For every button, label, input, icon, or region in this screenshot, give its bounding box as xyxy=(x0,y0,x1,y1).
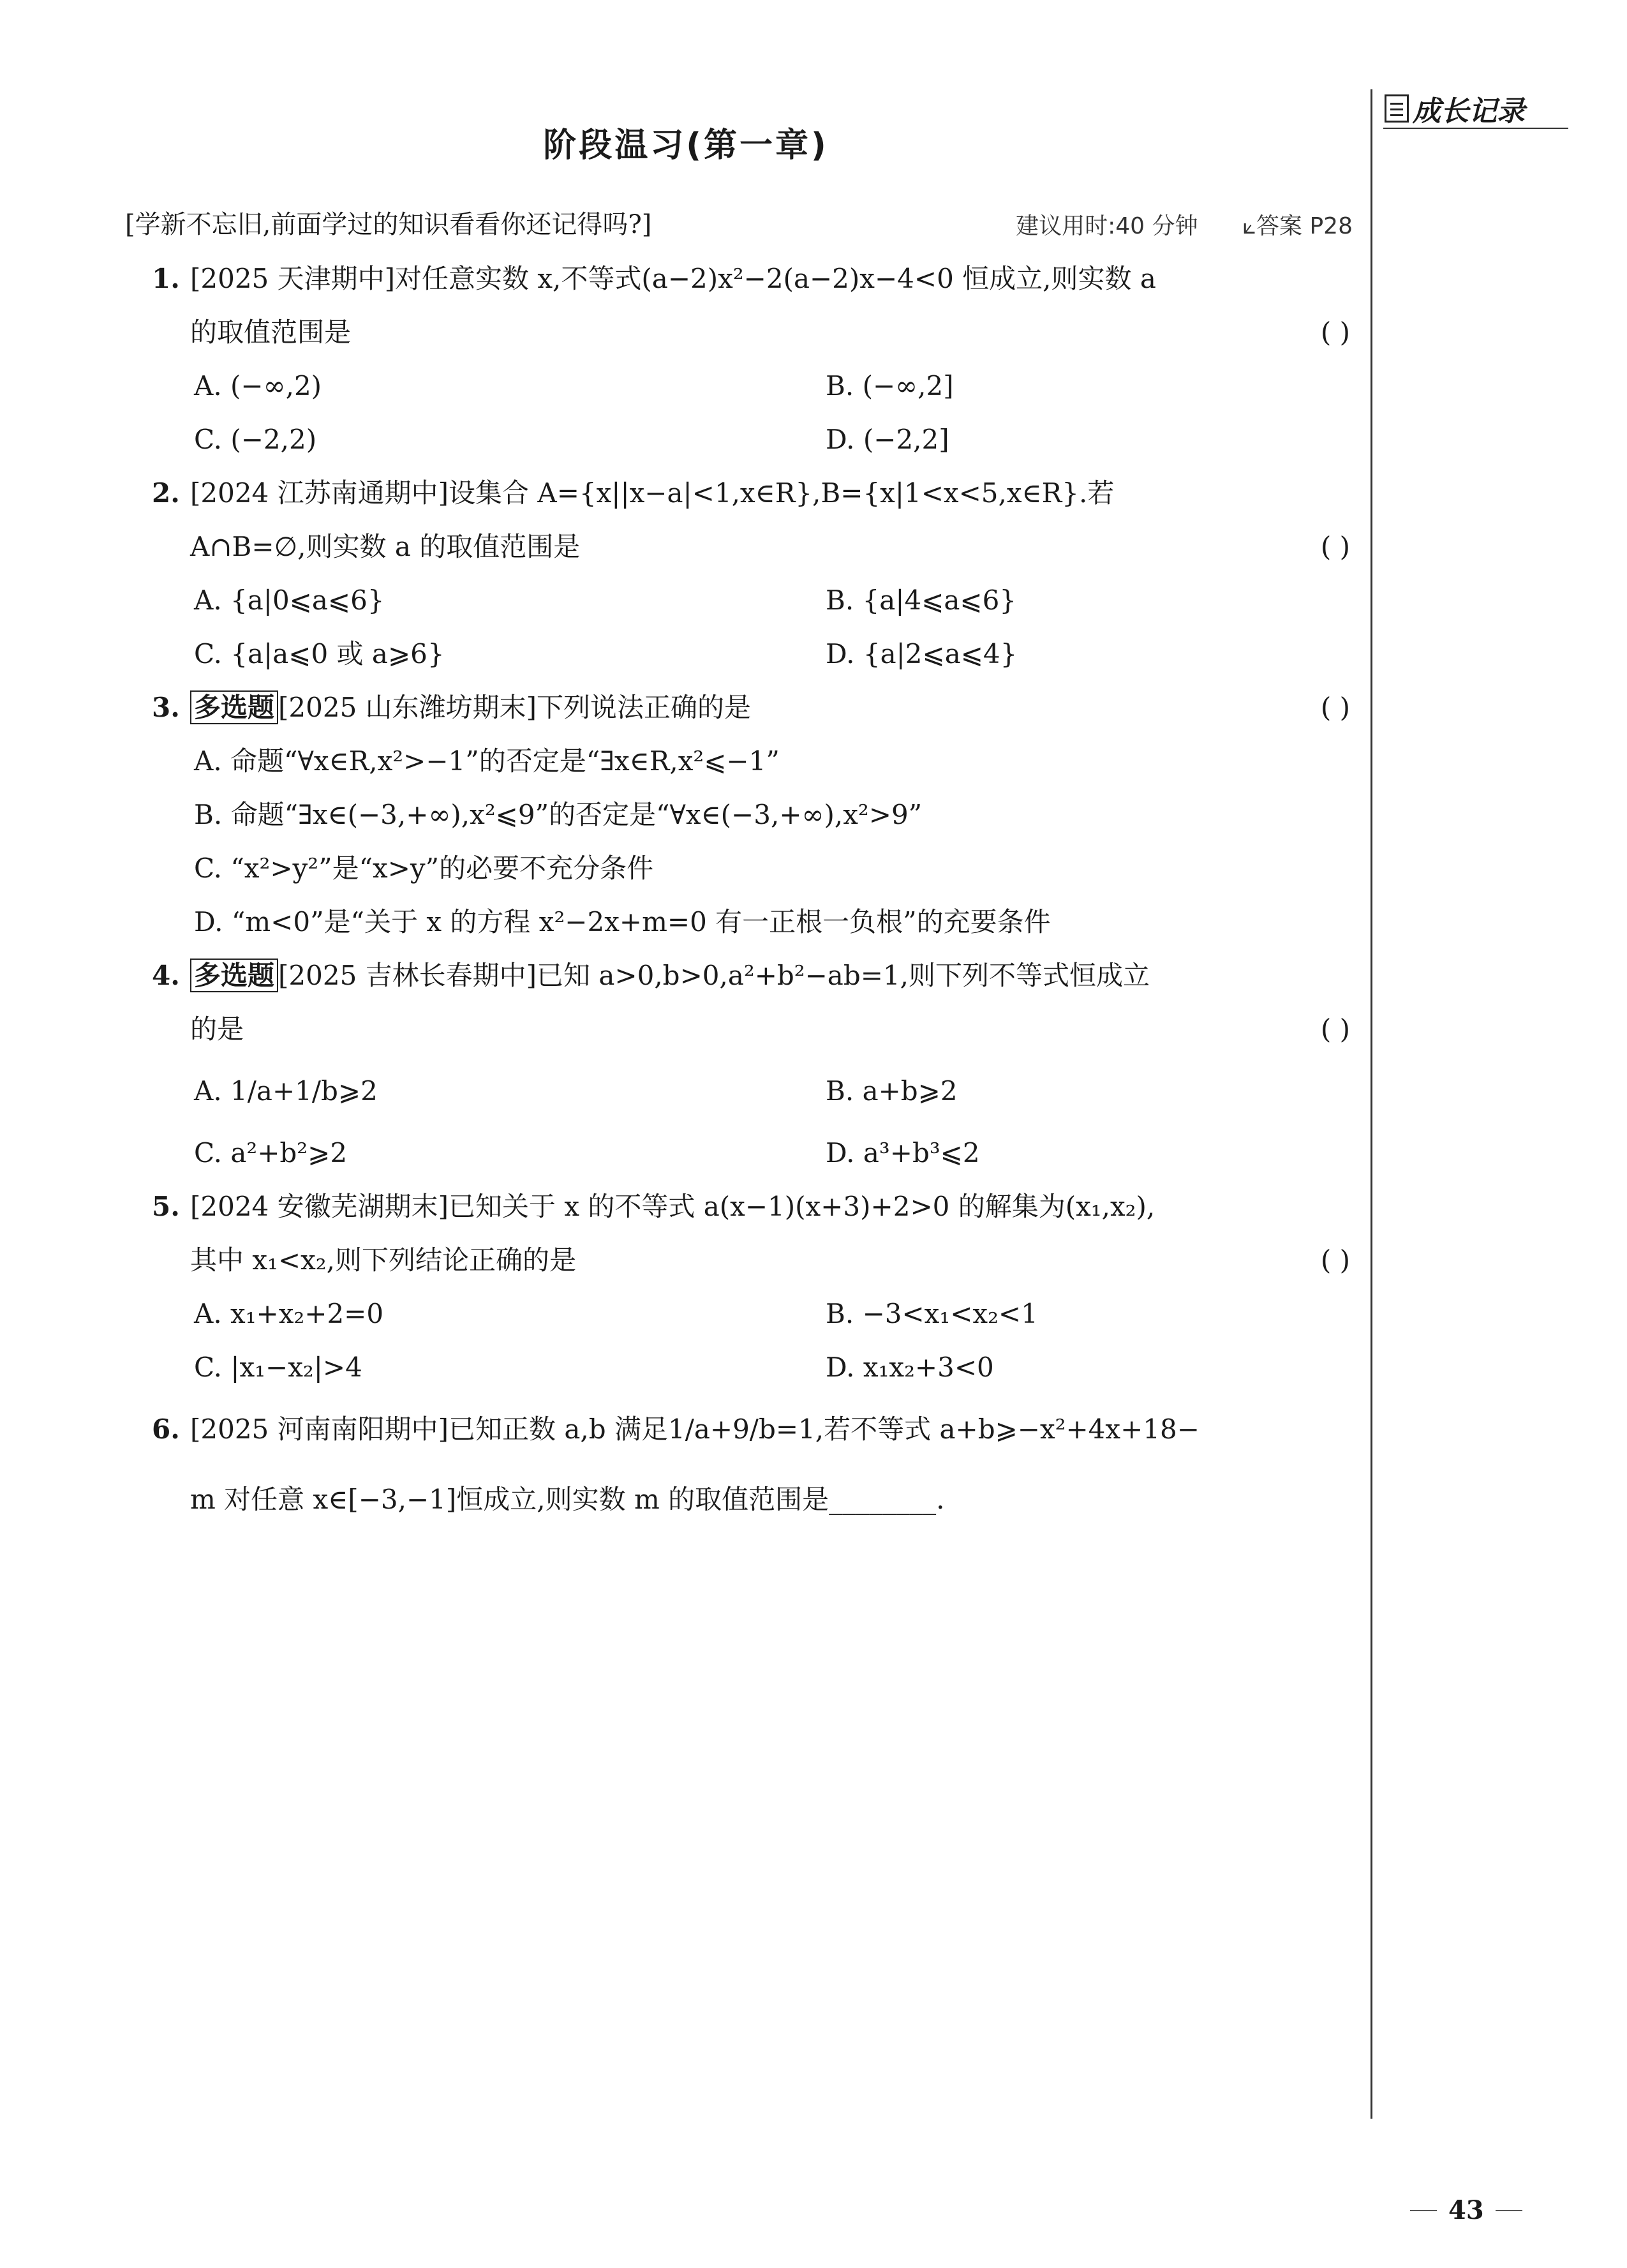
divider xyxy=(1496,2210,1522,2211)
question-5 xyxy=(125,1180,1369,1394)
answer-parentheses[interactable]: ( ) xyxy=(1320,531,1350,562)
option-b[interactable]: B. a+b⩾2 xyxy=(826,1075,958,1107)
answer-parentheses[interactable]: ( ) xyxy=(1320,1013,1350,1045)
option-a[interactable]: A. {a|0⩽a⩽6} xyxy=(194,585,385,616)
question-6 xyxy=(125,1394,1369,1535)
option-d[interactable]: D. (−2,2] xyxy=(826,424,949,455)
question-stem-line: [2025 山东潍坊期末]下列说法正确的是 xyxy=(278,692,752,723)
page-title: 阶段温习(第一章) xyxy=(543,126,829,165)
question-stem-line: [2025 吉林长春期中]已知 a>0,b>0,a²+b²−ab=1,则下列不等式恒成立 xyxy=(278,960,1150,991)
suggested-time: 建议用时:40 分钟 xyxy=(1016,213,1198,239)
option-d[interactable]: D. a³+b³⩽2 xyxy=(826,1137,980,1168)
question-stem-line: 的取值范围是 xyxy=(190,317,352,348)
option-b[interactable]: B. −3<x₁<x₂<1 xyxy=(826,1298,1038,1329)
option-a[interactable]: A. 命题“∀x∈R,x²>−1”的否定是“∃x∈R,x²⩽−1” xyxy=(194,745,780,777)
question-number: 5. xyxy=(152,1191,180,1222)
question-stem-line: 的是 xyxy=(190,1013,244,1045)
question-list xyxy=(125,252,1369,1535)
question-stem-line: [2024 江苏南通期中]设集合 A={x||x−a|<1,x∈R},B={x|1<x<5,x∈R}.若 xyxy=(190,477,1115,509)
answer-parentheses[interactable]: ( ) xyxy=(1320,317,1350,348)
page-number xyxy=(1410,2195,1522,2225)
question-number: 6. xyxy=(152,1414,180,1445)
logo-text: 成长记录 xyxy=(1413,95,1525,128)
question-number: 3. xyxy=(152,692,180,723)
option-c[interactable]: C. a²+b²⩾2 xyxy=(194,1137,348,1168)
answer-parentheses[interactable]: ( ) xyxy=(1320,1244,1350,1276)
multi-choice-tag: 多选题 xyxy=(190,959,278,992)
question-stem-line: [2024 安徽芜湖期末]已知关于 x 的不等式 a(x−1)(x+3)+2>0 的解集为(x₁,x₂), xyxy=(190,1191,1155,1222)
option-b[interactable]: B. {a|4⩽a⩽6} xyxy=(826,585,1017,616)
option-c[interactable]: C. (−2,2) xyxy=(194,424,317,455)
option-c[interactable]: C. “x²>y²”是“x>y”的必要不充分条件 xyxy=(194,853,654,884)
option-d[interactable]: D. “m<0”是“关于 x 的方程 x²−2x+m=0 有一正根一负根”的充要条件 xyxy=(194,906,1051,937)
option-a[interactable]: A. x₁+x₂+2=0 xyxy=(194,1298,384,1329)
option-d[interactable]: D. x₁x₂+3<0 xyxy=(826,1352,994,1383)
option-b[interactable]: B. (−∞,2] xyxy=(826,370,954,401)
option-d[interactable]: D. {a|2⩽a⩽4} xyxy=(826,638,1018,669)
question-number: 1. xyxy=(152,263,180,294)
notebook-pen-icon xyxy=(1385,94,1409,123)
logo-underline xyxy=(1383,128,1568,129)
meta-info xyxy=(1016,208,1353,241)
option-b[interactable]: B. 命题“∃x∈(−3,+∞),x²⩽9”的否定是“∀x∈(−3,+∞),x²>9” xyxy=(194,799,923,830)
question-number: 4. xyxy=(152,960,180,991)
question-stem-line: 其中 x₁<x₂,则下列结论正确的是 xyxy=(190,1244,576,1276)
option-a[interactable]: A. 1/a+1/b⩾2 xyxy=(194,1075,378,1107)
growth-record-logo xyxy=(1385,88,1525,129)
question-1 xyxy=(125,252,1369,466)
option-a[interactable]: A. (−∞,2) xyxy=(194,370,322,401)
question-2 xyxy=(125,466,1369,681)
answer-parentheses[interactable]: ( ) xyxy=(1320,692,1350,723)
question-stem-line: [2025 天津期中]对任意实数 x,不等式(a−2)x²−2(a−2)x−4<0 恒成立,则实数 a xyxy=(190,263,1156,294)
divider xyxy=(1410,2210,1437,2211)
intro-text: [学新不忘旧,前面学过的知识看看你还记得吗?] xyxy=(125,210,652,239)
multi-choice-tag: 多选题 xyxy=(190,690,278,724)
margin-divider xyxy=(1371,89,1372,2119)
question-4 xyxy=(125,949,1369,1180)
question-stem-line: [2025 河南南阳期中]已知正数 a,b 满足1/a+9/b=1,若不等式 a+b⩾−x²+4x+18− xyxy=(190,1414,1200,1445)
page-number-text: 43 xyxy=(1448,2195,1484,2225)
question-number: 2. xyxy=(152,477,180,509)
option-c[interactable]: C. {a|a⩽0 或 a⩾6} xyxy=(194,638,445,669)
question-stem-line[interactable]: m 对任意 x∈[−3,−1]恒成立,则实数 m 的取值范围是________. xyxy=(190,1484,945,1515)
question-stem-line: A∩B=∅,则实数 a 的取值范围是 xyxy=(190,531,581,562)
answer-reference: ⟀答案 P28 xyxy=(1242,213,1353,239)
option-c[interactable]: C. |x₁−x₂|>4 xyxy=(194,1352,362,1383)
question-3 xyxy=(125,681,1369,949)
